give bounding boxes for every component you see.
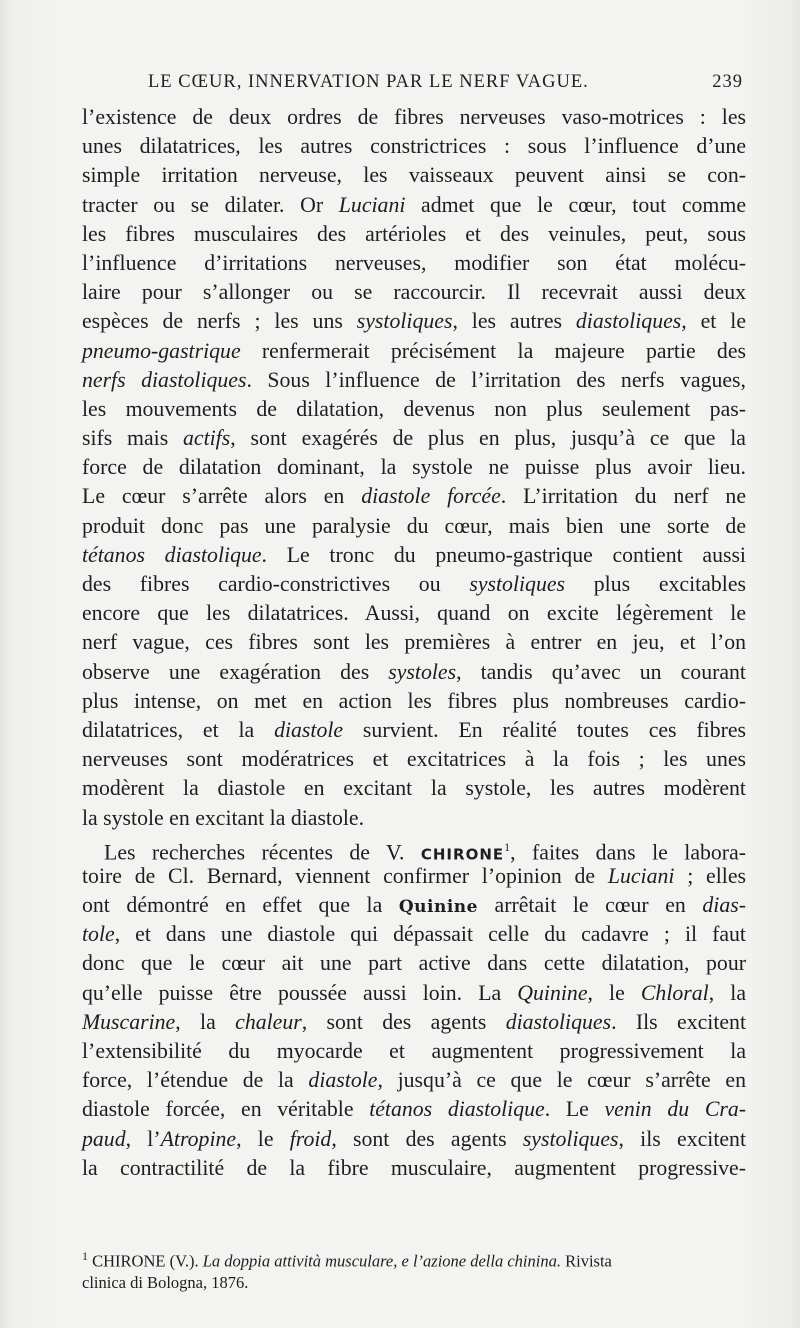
- text-line: simple irritation nerveuse, les vaisseaux peuvent ainsi se con-: [82, 163, 746, 188]
- footnote-author: CHIRONE (V.).: [92, 1251, 199, 1271]
- text-line: ont démontré en effet que la Quinine arrêtait le cœur en dias-: [82, 893, 746, 918]
- footnote-line: [82, 1246, 746, 1272]
- footnote-journal: Rivista: [565, 1251, 612, 1271]
- text-line: tétanos diastolique. Le tronc du pneumo-gastrique contient aussi: [82, 542, 746, 567]
- text-line: encore que les dilatatrices. Aussi, quand on excite légèrement le: [82, 601, 746, 626]
- author-name: CHIRONE: [420, 844, 505, 863]
- blackletter-term: Quinine: [398, 897, 478, 918]
- text-line: unes dilatatrices, les autres constrictrices : sous l’influence d’une: [82, 134, 746, 159]
- footnote-marker: 1: [82, 1249, 88, 1263]
- text-line: laire pour s’allonger ou se raccourcir. Il recevrait aussi deux: [82, 280, 746, 305]
- text-line: paud, l’Atropine, le froid, sont des agents systoliques, ils excitent: [82, 1126, 747, 1151]
- italic-term: Chloral: [640, 980, 709, 1005]
- italic-term: tole: [82, 922, 115, 947]
- text-line: observe une exagération des systoles, tandis qu’avec un courant: [82, 659, 746, 684]
- text-line: Le cœur s’arrête alors en diastole forcée. L’irritation du nerf ne: [82, 484, 747, 509]
- text-line: les fibres musculaires des artérioles et des veinules, peut, sous: [82, 221, 746, 246]
- italic-term: actifs: [183, 426, 231, 451]
- text-line: pneumo-gastrique renfermerait précisément la majeure partie des: [82, 338, 746, 363]
- text-line: espèces de nerfs ; les uns systoliques, les autres diastoliques, et le: [82, 309, 747, 334]
- text-line: force, l’étendue de la diastole, jusqu’à ce que le cœur s’arrête en: [82, 1068, 747, 1093]
- italic-term: paud: [82, 1126, 126, 1151]
- running-title: LE CŒUR, INNERVATION PAR LE NERF VAGUE.: [148, 72, 589, 92]
- text-line: sifs mais actifs, sont exagérés de plus en plus, jusqu’à ce que la: [82, 426, 746, 451]
- footnote-ref: 1: [504, 839, 511, 854]
- italic-term: diastole forcée: [361, 484, 501, 509]
- footnote-line: clinica di Bologna, 1876.: [82, 1272, 249, 1292]
- text-line: tole, et dans une diastole qui dépassait celle du cadavre ; il faut: [82, 922, 746, 947]
- text-line: l’extensibilité du myocarde et augmentent progressivement la: [82, 1039, 746, 1063]
- text-line: plus intense, on met en action les fibres plus nombreuses cardio-: [82, 688, 746, 713]
- italic-term: systoles: [388, 659, 457, 684]
- page-number: 239: [712, 72, 743, 92]
- italic-term: Luciani: [607, 863, 675, 888]
- italic-term: systoliques: [469, 572, 566, 596]
- italic-term: diastole: [308, 1068, 378, 1093]
- italic-term: tétanos diastolique: [82, 542, 262, 567]
- italic-term: froid: [289, 1126, 332, 1151]
- italic-term: dias-: [702, 893, 746, 918]
- text-line: donc que le cœur ait une part active dans cette dilatation, pour: [82, 951, 746, 976]
- text-line: toire de Cl. Bernard, viennent confirmer l’opinion de Luciani ; elles: [82, 863, 746, 888]
- text-line: l’influence d’irritations nerveuses, modifier son état molécu-: [82, 250, 746, 275]
- footnote-title: La doppia attività musculare, e l’azione della chinina.: [202, 1251, 561, 1271]
- italic-term: Atropine: [160, 1126, 237, 1151]
- body-text: [82, 103, 746, 1183]
- text-line: tracter ou se dilater. Or Luciani admet que le cœur, tout comme: [82, 192, 746, 217]
- italic-term: Luciani: [338, 192, 406, 217]
- italic-term: diastoliques: [575, 309, 682, 334]
- text-line: diastole forcée, en véritable tétanos diastolique. Le venin du Cra-: [82, 1097, 746, 1122]
- italic-term: tétanos diastolique: [369, 1097, 545, 1122]
- italic-term: venin du Cra-: [604, 1097, 746, 1122]
- text-line: qu’elle puisse être poussée aussi loin. La Quinine, le Chloral, la: [82, 980, 746, 1005]
- text-line: des fibres cardio-constrictives ou systoliques plus excitables: [82, 572, 746, 596]
- italic-term: nerfs diastoliques: [82, 367, 247, 392]
- text-line: modèrent la diastole en excitant la systole, les autres modèrent: [82, 776, 746, 801]
- text-line: force de dilatation dominant, la systole ne puisse plus avoir lieu.: [82, 455, 746, 480]
- text-line: nerf vague, ces fibres sont les premières à entrer en jeu, et l’on: [82, 630, 746, 655]
- text-line: nerveuses sont modératrices et excitatrices à la fois ; les unes: [82, 747, 746, 772]
- text-line: la contractilité de la fibre musculaire, augmentent progressive-: [82, 1155, 746, 1180]
- running-head: [148, 72, 743, 93]
- text-line: produit donc pas une paralysie du cœur, mais bien une sorte de: [82, 513, 746, 538]
- italic-term: Quinine: [517, 980, 588, 1005]
- text-line: la systole en excitant la diastole.: [82, 805, 365, 830]
- italic-term: pneumo-gastrique: [82, 338, 241, 363]
- italic-term: systoliques: [522, 1126, 619, 1151]
- text-line: nerfs diastoliques. Sous l’influence de l’irritation des nerfs vagues,: [82, 367, 746, 392]
- italic-term: diastoliques: [505, 1009, 612, 1034]
- text-line: Muscarine, la chaleur, sont des agents diastoliques. Ils excitent: [82, 1009, 747, 1034]
- italic-term: systoliques: [356, 309, 453, 334]
- italic-term: diastole: [274, 717, 344, 742]
- text-line: l’existence de deux ordres de fibres nerveuses vaso-motrices : les: [82, 105, 746, 129]
- italic-term: chaleur: [235, 1009, 302, 1034]
- text-line: les mouvements de dilatation, devenus non plus seulement pas-: [82, 396, 746, 421]
- footnote: [82, 1246, 746, 1293]
- italic-term: Muscarine: [82, 1009, 176, 1034]
- text-line: dilatatrices, et la diastole survient. En réalité toutes ces fibres: [82, 717, 747, 742]
- text-line: Les recherches récentes de V. CHIRONE$^1$, faites dans le labora-: [104, 839, 746, 864]
